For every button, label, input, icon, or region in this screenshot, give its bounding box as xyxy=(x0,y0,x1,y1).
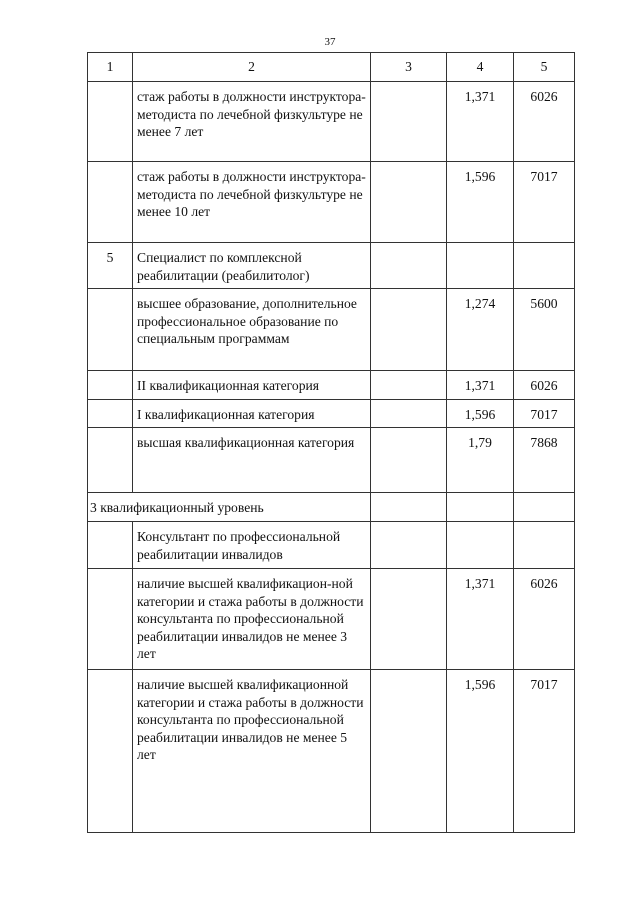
row-number-cell xyxy=(88,522,133,569)
row-number-cell xyxy=(88,82,133,162)
coefficient-cell xyxy=(447,522,514,569)
table-row xyxy=(88,493,575,522)
salary-cell: 6026 xyxy=(514,371,575,400)
table-row xyxy=(88,82,575,162)
coefficient-cell xyxy=(447,493,514,522)
salary-cell: 7017 xyxy=(514,670,575,833)
table-row xyxy=(88,428,575,493)
col-3-cell xyxy=(371,243,447,289)
salary-cell xyxy=(514,493,575,522)
header-col-5: 5 xyxy=(514,53,575,82)
table-row xyxy=(88,162,575,243)
row-number-cell xyxy=(88,162,133,243)
salary-cell: 7868 xyxy=(514,428,575,493)
requirement-cell: наличие высшей квалификационной категории и стажа работы в должности консультанта по профессиональной реабилитации инвалидов не менее 5 лет xyxy=(133,670,371,833)
salary-cell: 7017 xyxy=(514,162,575,243)
requirement-cell: стаж работы в должности инструктора-методиста по лечебной физкультуре не менее 7 лет xyxy=(133,82,371,162)
table-row xyxy=(88,371,575,400)
salary-cell: 6026 xyxy=(514,569,575,670)
col-3-cell xyxy=(371,162,447,243)
coefficient-cell: 1,371 xyxy=(447,371,514,400)
requirement-cell: стаж работы в должности инструктора-методиста по лечебной физкультуре не менее 10 лет xyxy=(133,162,371,243)
salary-cell xyxy=(514,522,575,569)
salary-cell: 5600 xyxy=(514,289,575,371)
col-3-cell xyxy=(371,670,447,833)
row-number-cell xyxy=(88,428,133,493)
table-row xyxy=(88,522,575,569)
table-header-row xyxy=(88,53,575,82)
header-col-1: 1 xyxy=(88,53,133,82)
coefficient-cell: 1,596 xyxy=(447,400,514,428)
salary-cell: 7017 xyxy=(514,400,575,428)
coefficient-cell: 1,371 xyxy=(447,569,514,670)
requirement-cell: высшая квалификационная категория xyxy=(133,428,371,493)
coefficient-cell xyxy=(447,243,514,289)
row-number-cell xyxy=(88,670,133,833)
coefficient-cell: 1,596 xyxy=(447,162,514,243)
coefficient-cell: 1,274 xyxy=(447,289,514,371)
col-3-cell xyxy=(371,428,447,493)
requirement-cell: I квалификационная категория xyxy=(133,400,371,428)
table-row xyxy=(88,569,575,670)
header-col-3: 3 xyxy=(371,53,447,82)
salary-coefficient-table xyxy=(87,52,575,833)
col-3-cell xyxy=(371,82,447,162)
table-row xyxy=(88,400,575,428)
position-title-cell: Консультант по профессиональной реабилитации инвалидов xyxy=(133,522,371,569)
col-3-cell xyxy=(371,371,447,400)
salary-cell: 6026 xyxy=(514,82,575,162)
row-number-cell xyxy=(88,371,133,400)
qualification-level-heading: 3 квалификационный уровень xyxy=(88,493,371,522)
col-3-cell xyxy=(371,289,447,371)
coefficient-cell: 1,371 xyxy=(447,82,514,162)
coefficient-cell: 1,79 xyxy=(447,428,514,493)
requirement-cell: II квалификационная категория xyxy=(133,371,371,400)
coefficient-cell: 1,596 xyxy=(447,670,514,833)
row-number-cell xyxy=(88,569,133,670)
col-3-cell xyxy=(371,569,447,670)
row-number-cell: 5 xyxy=(88,243,133,289)
table-row xyxy=(88,289,575,371)
position-title-cell: Специалист по комплексной реабилитации (реабилитолог) xyxy=(133,243,371,289)
page-number: 37 xyxy=(324,36,336,48)
table-row xyxy=(88,670,575,833)
header-col-4: 4 xyxy=(447,53,514,82)
requirement-cell: наличие высшей квалификацион-ной категории и стажа работы в должности консультанта по профессиональной реабилитации инвалидов не менее 3 лет xyxy=(133,569,371,670)
row-number-cell xyxy=(88,289,133,371)
salary-cell xyxy=(514,243,575,289)
row-number-cell xyxy=(88,400,133,428)
header-col-2: 2 xyxy=(133,53,371,82)
table-row xyxy=(88,243,575,289)
requirement-cell: высшее образование, дополнительное профессиональное образование по специальным программам xyxy=(133,289,371,371)
col-3-cell xyxy=(371,400,447,428)
col-3-cell xyxy=(371,493,447,522)
col-3-cell xyxy=(371,522,447,569)
